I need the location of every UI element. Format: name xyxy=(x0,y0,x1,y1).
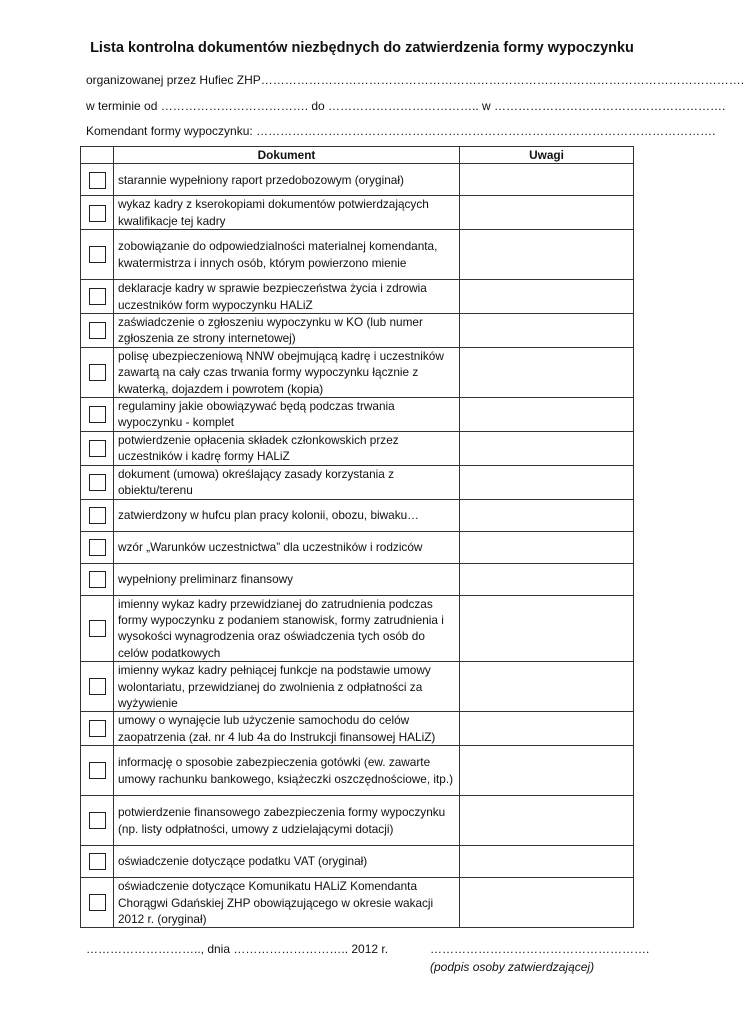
checkbox-cell xyxy=(81,878,114,928)
remarks-cell[interactable] xyxy=(460,347,634,397)
checkbox[interactable] xyxy=(89,364,106,381)
checkbox[interactable] xyxy=(89,853,106,870)
checkbox[interactable] xyxy=(89,322,106,339)
checklist-row xyxy=(81,431,634,465)
document-cell: umowy o wynajęcie lub użyczenie samochodu do celów zaopatrzenia (zał. nr 4 lub 4a do Instrukcji finansowej HALiZ) xyxy=(114,712,460,746)
checkbox[interactable] xyxy=(89,172,106,189)
remarks-cell[interactable] xyxy=(460,465,634,499)
checklist-row xyxy=(81,465,634,499)
checkbox-cell xyxy=(81,164,114,196)
document-cell: zatwierdzony w hufcu plan pracy kolonii, obozu, biwaku… xyxy=(114,499,460,531)
document-cell: potwierdzenie opłacenia składek członkowskich przez uczestników i kadrę formy HALiZ xyxy=(114,431,460,465)
checkbox-cell xyxy=(81,347,114,397)
checklist-row xyxy=(81,662,634,712)
term-field: w terminie od ………………………………. do ……………………………….. w …………………………………………………. xyxy=(86,99,726,113)
remarks-cell[interactable] xyxy=(460,196,634,230)
checkbox-cell xyxy=(81,712,114,746)
remarks-cell[interactable] xyxy=(460,746,634,796)
checkbox-cell xyxy=(81,662,114,712)
checkbox-cell xyxy=(81,280,114,314)
checklist-row xyxy=(81,196,634,230)
document-cell: wzór „Warunków uczestnictwa” dla uczestników i rodziców xyxy=(114,531,460,563)
checklist-row xyxy=(81,314,634,348)
checkbox-cell xyxy=(81,499,114,531)
checkbox[interactable] xyxy=(89,762,106,779)
checklist-row xyxy=(81,712,634,746)
checklist-rows xyxy=(81,164,634,928)
checklist-row xyxy=(81,796,634,846)
checklist-row xyxy=(81,746,634,796)
document-column-header: Dokument xyxy=(114,147,460,164)
document-cell: polisę ubezpieczeniową NNW obejmującą kadrę i uczestników zawartą na cały czas trwania formy wypoczynku łącznie z kwaterką, dojazdem i powrotem (kopia) xyxy=(114,347,460,397)
checklist-row xyxy=(81,164,634,196)
checkbox[interactable] xyxy=(89,474,106,491)
document-cell: oświadczenie dotyczące podatku VAT (oryginał) xyxy=(114,846,460,878)
checkbox[interactable] xyxy=(89,571,106,588)
checklist-row xyxy=(81,398,634,432)
place-date-line: ……………………….., dnia ……………………….. 2012 r. xyxy=(86,942,389,956)
document-cell: zobowiązanie do odpowiedzialności materialnej komendanta, kwatermistrza i innych osób, którym powierzono mienie xyxy=(114,230,460,280)
checkbox[interactable] xyxy=(89,678,106,695)
checklist-table xyxy=(80,146,634,928)
checkbox-cell xyxy=(81,230,114,280)
checklist-row xyxy=(81,563,634,595)
document-cell: imienny wykaz kadry pełniącej funkcje na podstawie umowy wolontariatu, przewidzianej do zwolnienia z odpłatności za wyżywienie xyxy=(114,662,460,712)
document-cell: potwierdzenie finansowego zabezpieczenia formy wypoczynku (np. listy odpłatności, umowy z udzielającymi dotacji) xyxy=(114,796,460,846)
checklist-row xyxy=(81,499,634,531)
checkbox[interactable] xyxy=(89,620,106,637)
checkbox[interactable] xyxy=(89,440,106,457)
checkbox[interactable] xyxy=(89,507,106,524)
checkbox[interactable] xyxy=(89,812,106,829)
checkbox-column-header xyxy=(81,147,114,164)
remarks-cell[interactable] xyxy=(460,398,634,432)
document-cell: deklaracje kadry w sprawie bezpieczeństwa życia i zdrowia uczestników form wypoczynku HALiZ xyxy=(114,280,460,314)
checkbox-cell xyxy=(81,196,114,230)
checkbox[interactable] xyxy=(89,539,106,556)
remarks-cell[interactable] xyxy=(460,846,634,878)
remarks-cell[interactable] xyxy=(460,280,634,314)
checkbox[interactable] xyxy=(89,288,106,305)
remarks-cell[interactable] xyxy=(460,499,634,531)
remarks-cell[interactable] xyxy=(460,796,634,846)
remarks-cell[interactable] xyxy=(460,431,634,465)
remarks-cell[interactable] xyxy=(460,531,634,563)
checkbox-cell xyxy=(81,314,114,348)
remarks-cell[interactable] xyxy=(460,662,634,712)
checkbox-cell xyxy=(81,431,114,465)
signature-line: ………………………………………………. xyxy=(430,942,650,956)
document-title: Lista kontrolna dokumentów niezbędnych do zatwierdzenia formy wypoczynku xyxy=(90,40,634,56)
checkbox[interactable] xyxy=(89,205,106,222)
checklist-row xyxy=(81,280,634,314)
remarks-cell[interactable] xyxy=(460,563,634,595)
checklist-row xyxy=(81,846,634,878)
document-cell: oświadczenie dotyczące Komunikatu HALiZ Komendanta Chorągwi Gdańskiej ZHP obowiązującego w okresie wakacji 2012 r. (oryginał) xyxy=(114,878,460,928)
checklist-row xyxy=(81,595,634,662)
remarks-cell[interactable] xyxy=(460,164,634,196)
remarks-cell[interactable] xyxy=(460,712,634,746)
organizer-field: organizowanej przez Hufiec ZHP…………………………………………………………………………………………………………. xyxy=(86,73,744,87)
checklist-row xyxy=(81,347,634,397)
checklist-row xyxy=(81,531,634,563)
checkbox-cell xyxy=(81,398,114,432)
document-cell: informację o sposobie zabezpieczenia gotówki (ew. zawarte umowy rachunku bankowego, książeczki oszczędnościowe, itp.) xyxy=(114,746,460,796)
checkbox[interactable] xyxy=(89,894,106,911)
commander-field: Komendant formy wypoczynku: ……………………………………………………………………………………………………. xyxy=(86,124,716,138)
table-header-row xyxy=(81,147,634,164)
checkbox-cell xyxy=(81,563,114,595)
checkbox-cell xyxy=(81,465,114,499)
remarks-column-header: Uwagi xyxy=(460,147,634,164)
document-cell: starannie wypełniony raport przedobozowym (oryginał) xyxy=(114,164,460,196)
checkbox[interactable] xyxy=(89,720,106,737)
document-cell: wypełniony preliminarz finansowy xyxy=(114,563,460,595)
document-cell: regulaminy jakie obowiązywać będą podczas trwania wypoczynku - komplet xyxy=(114,398,460,432)
checklist-row xyxy=(81,878,634,928)
remarks-cell[interactable] xyxy=(460,314,634,348)
checkbox-cell xyxy=(81,846,114,878)
document-cell: zaświadczenie o zgłoszeniu wypoczynku w KO (lub numer zgłoszenia ze strony internetowej) xyxy=(114,314,460,348)
checkbox-cell xyxy=(81,796,114,846)
document-cell: imienny wykaz kadry przewidzianej do zatrudnienia podczas formy wypoczynku z podaniem stanowisk, formy zatrudnienia i wysokości wynagrodzenia oraz oświadczenia tych osób do celów podatkowych xyxy=(114,595,460,662)
checklist-row xyxy=(81,230,634,280)
checkbox[interactable] xyxy=(89,406,106,423)
checkbox-cell xyxy=(81,746,114,796)
document-cell: dokument (umowa) określający zasady korzystania z obiektu/terenu xyxy=(114,465,460,499)
remarks-cell[interactable] xyxy=(460,878,634,928)
remarks-cell[interactable] xyxy=(460,230,634,280)
checkbox-cell xyxy=(81,595,114,662)
signature-label: (podpis osoby zatwierdzającej) xyxy=(430,960,595,974)
checkbox[interactable] xyxy=(89,246,106,263)
checkbox-cell xyxy=(81,531,114,563)
document-cell: wykaz kadry z kserokopiami dokumentów potwierdzających kwalifikacje tej kadry xyxy=(114,196,460,230)
remarks-cell[interactable] xyxy=(460,595,634,662)
